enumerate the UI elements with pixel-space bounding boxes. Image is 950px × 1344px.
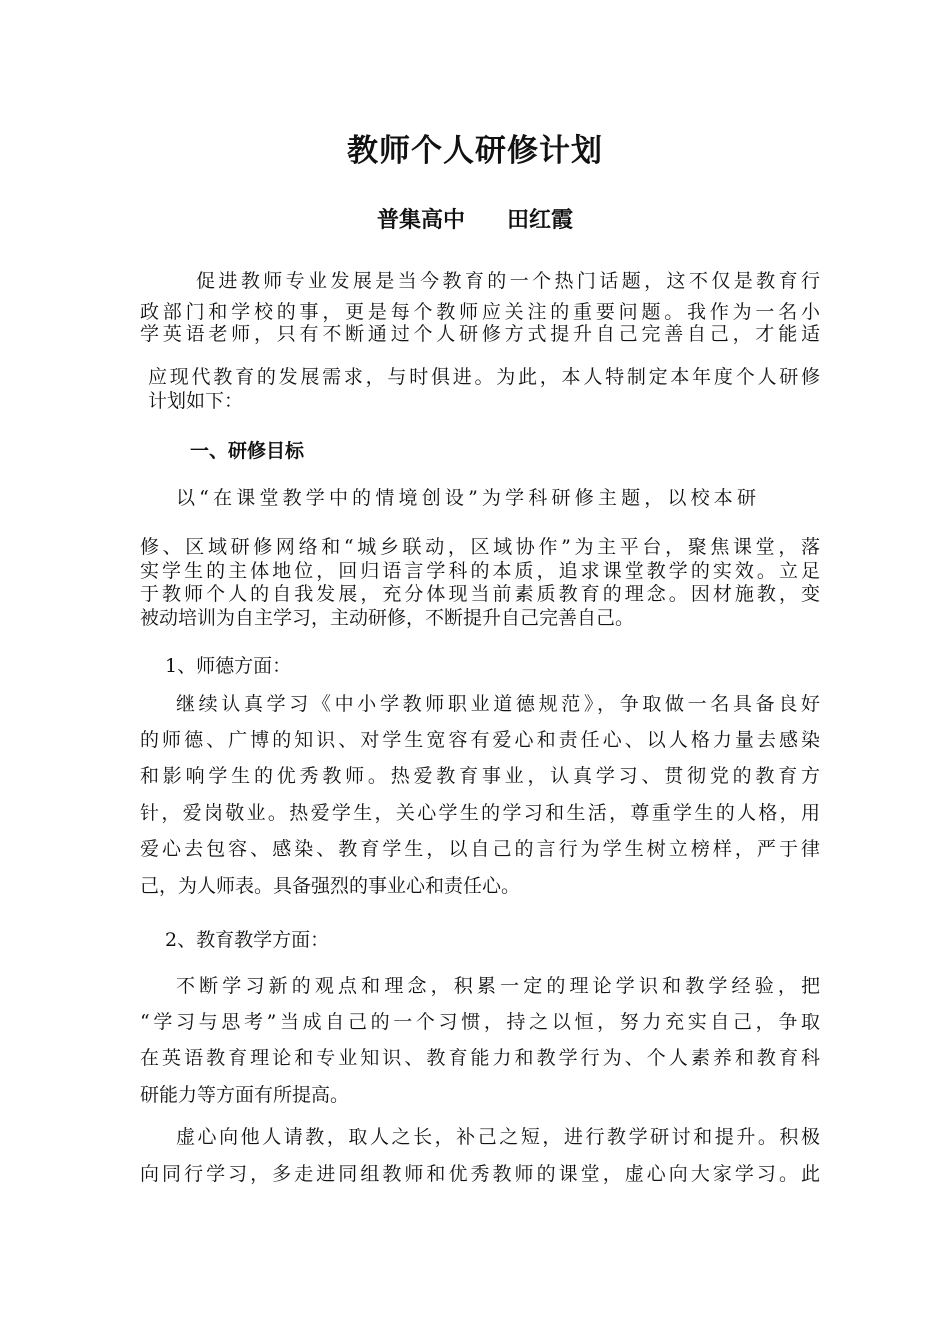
intro-line: 应现代教育的发展需求，与时俱进。为此，本人特制定本年度个人研修: [148, 366, 820, 388]
intro-line: 学英语老师，只有不断通过个人研修方式提升自己完善自己，才能适: [140, 323, 820, 345]
paragraph-line: 的师德、广博的知识、对学生宽容有爱心和责任心、以人格力量去感染: [140, 729, 820, 751]
paragraph-line: “学习与思考”当成自己的一个习惯，持之以恒，努力充实自己，争取: [140, 1011, 820, 1033]
paragraph-line: 针，爱岗敬业。热爱学生，关心学生的学习和生活，尊重学生的人格，用: [140, 802, 820, 824]
paragraph-line: 不断学习新的观点和理念，积累一定的理论学识和教学经验，把: [176, 975, 820, 997]
document-title: 教师个人研修计划: [347, 133, 603, 169]
intro-line: 促进教师专业发展是当今教育的一个热门话题，这不仅是教育行: [196, 270, 820, 292]
author-line: [0, 203, 950, 239]
paragraph-line: 于教师个人的自我发展，充分体现当前素质教育的理念。因材施教，变: [140, 583, 820, 605]
subsection-title: 2、教育教学方面：: [165, 929, 330, 951]
paragraph-line: 修、区域研修网络和“城乡联动，区域协作”为主平台，聚焦课堂，落: [140, 536, 820, 558]
paragraph-line: 向同行学习，多走进同组教师和优秀教师的课堂，虚心向大家学习。此: [140, 1163, 820, 1185]
paragraph-line: 被动培训为自主学习，主动研修，不断提升自己完善自己。: [140, 607, 635, 629]
paragraph-line: 和影响学生的优秀教师。热爱教育事业，认真学习、贯彻党的教育方: [140, 765, 820, 787]
paragraph-line: 实学生的主体地位，回归语言学科的本质，追求课堂教学的实效。立足: [140, 560, 820, 582]
subsection-title: 1、师德方面：: [165, 655, 292, 677]
paragraph-line: 研能力等方面有所提高。: [140, 1084, 350, 1106]
paragraph-line: 继续认真学习《中小学教师职业道德规范》，争取做一名具备良好: [176, 693, 820, 715]
paragraph-line: 虚心向他人请教，取人之长，补己之短，进行教学研讨和提升。积极: [176, 1126, 820, 1148]
paragraph-line: 在英语教育理论和专业知识、教育能力和教学行为、个人素养和教育科: [140, 1047, 820, 1069]
section-heading: 一、研修目标: [190, 440, 305, 462]
intro-line: 计划如下：: [148, 390, 244, 412]
paragraph-line: 爱心去包容、感染、教育学生，以自己的言行为学生树立榜样，严于律: [140, 838, 820, 860]
author-school: 普集高中: [376, 208, 465, 233]
intro-line: 政部门和学校的事，更是每个教师应关注的重要问题。我作为一名小: [140, 301, 820, 323]
author-name: 田红霞: [507, 208, 574, 233]
paragraph-line: 己，为人师表。具备强烈的事业心和责任心。: [140, 875, 521, 897]
paragraph-line: 以“在课堂教学中的情境创设”为学科研修主题，以校本研: [176, 487, 756, 509]
